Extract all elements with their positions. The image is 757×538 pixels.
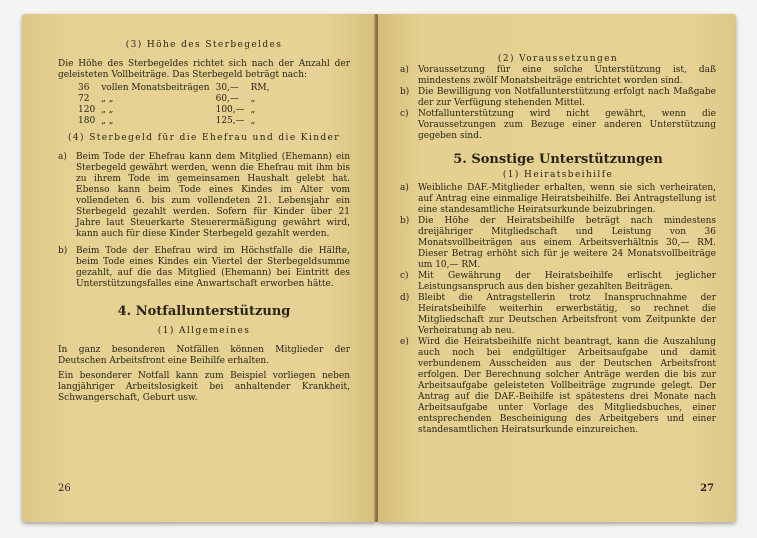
chapter-4-para-1: In ganz besonderen Notfällen können Mitglieder der Deutschen Arbeitsfront eine Beihilfe erhalten.: [58, 345, 350, 366]
list-item: a) Weibliche DAF.-Mitglieder erhalten, wenn sie sich verheiraten, auf Antrag eine einmalige Heiratsbeihilfe. Bei Antragstellung ist eine standesamtliche Heiratsurkunde beizubringen.: [400, 183, 716, 215]
list-item: b) Beim Tode der Ehefrau wird im Höchstfalle die Hälfte, beim Tode eines Kindes ein Viertel der Sterbegeldsumme gezahlt, auf die das Mitglied (Ehemann) bei Eintritt des Unterstützungsfalles eine Anwartschaft erworben hätte.: [58, 246, 350, 289]
death-benefit-table: [78, 83, 276, 127]
chapter-5-subheading: (1) Heiratsbeihilfe: [502, 170, 614, 180]
section-3-heading: (3) Höhe des Sterbegeldes: [125, 40, 283, 50]
section-3-intro: Die Höhe des Sterbegeldes richtet sich nach der Anzahl der geleisteten Vollbeiträge. Das Sterbegeld beträgt nach:: [58, 59, 350, 80]
list-item: b) Die Bewilligung von Notfallunterstützung erfolgt nach Maßgabe der zur Verfügung stehenden Mittel.: [400, 87, 716, 108]
table-row: 120 „ „ 100,— „: [78, 105, 256, 115]
list-item: a) Beim Tode der Ehefrau kann dem Mitglied (Ehemann) ein Sterbegeld gewährt werden, wenn die Ehefrau mit ihm bis zu ihrem Tode im gemeinsamen Haushalt gelebt hat. Ebenso kann beim Tode eines Kindes im Alter vom vollendeten 6. bis zum vollendeten 21. Lebensjahr ein Sterbegeld gezahlt werden. Sofern für Kinder über 21 Jahre laut Steuerkarte Steuerermäßigung gewährt wird, kann auch für diese Kinder Sterbegeld gezahlt werden.: [58, 152, 350, 239]
list-item: a) Voraussetzung für eine solche Unterstützung ist, daß mindestens zwölf Monatsbeiträge entrichtet worden sind.: [400, 65, 716, 86]
list-item: b) Die Höhe der Heiratsbeihilfe beträgt nach mindestens dreijähriger Mitgliedschaft und Leistung von 36 Monatsvollbeiträgen aus einem Arbeitsverhältnis 30,— RM. Dieser Betrag erhöht sich für je weitere 24 Monatsvollbeiträge um 10,— RM.: [400, 216, 716, 270]
prerequisites-heading: (2) Voraussetzungen: [497, 54, 619, 64]
list-item: c) Mit Gewährung der Heiratsbeihilfe erlischt jeglicher Leistungsanspruch aus den bisher gezahlten Beiträgen.: [400, 271, 716, 292]
table-row: 72 „ „ 60,— „: [78, 94, 256, 104]
list-item: d) Bleibt die Antragstellerin trotz Inanspruchnahme der Heiratsbeihilfe weiterhin erwerbstätig, so rechnet die Mitgliedschaft zur Deutschen Arbeitsfront vom Zeitpunkte der Verheiratung ab neu.: [400, 293, 716, 336]
left-page: [22, 14, 376, 522]
left-page-text: [58, 40, 350, 404]
section-4-heading: (4) Sterbegeld für die Ehefrau und die Kinder: [68, 133, 340, 143]
page-number-right: 27: [700, 483, 714, 494]
chapter-4-heading: 4. Notfallunterstützung: [117, 304, 291, 319]
list-item: c) Notfallunterstützung wird nicht gewährt, wenn die Voraussetzungen zum Bezuge einer anderen Unterstützung gegeben sind.: [400, 109, 716, 141]
right-page-text: [400, 54, 716, 436]
table-row: 36 vollen Monatsbeiträgen 30,— RM,: [78, 83, 270, 93]
chapter-4-subheading: (1) Allgemeines: [157, 326, 251, 336]
list-item: e) Wird die Heiratsbeihilfe nicht beantragt, kann die Auszahlung auch noch bei endgültiger Arbeitsaufgabe und damit verbundenem Ausscheiden aus der Deutschen Arbeitsfront erfolgen. Der Berechnung solcher Anträge werden die bis zur Arbeitsaufgabe geleisteten Vollbeiträge zugrunde gelegt. Der Antrag auf die DAF.-Beihilfe ist spätestens drei Monate nach Arbeitsaufgabe unter Vorlage des Mitgliedsbuches, einer entsprechenden Bescheinigung des Arbeitgebers und einer standesamtlichen Heiratsurkunde einzureichen.: [400, 337, 716, 435]
chapter-4-para-2: Ein besonderer Notfall kann zum Beispiel vorliegen neben langjähriger Arbeitslosigkeit bei anhaltender Krankheit, Schwangerschaft, Geburt usw.: [58, 371, 350, 403]
right-page: [378, 14, 736, 522]
chapter-5-heading: 5. Sonstige Unterstützungen: [453, 152, 663, 167]
page-number-left: 26: [58, 483, 71, 494]
table-row: 180 „ „ 125,— „: [78, 116, 256, 126]
